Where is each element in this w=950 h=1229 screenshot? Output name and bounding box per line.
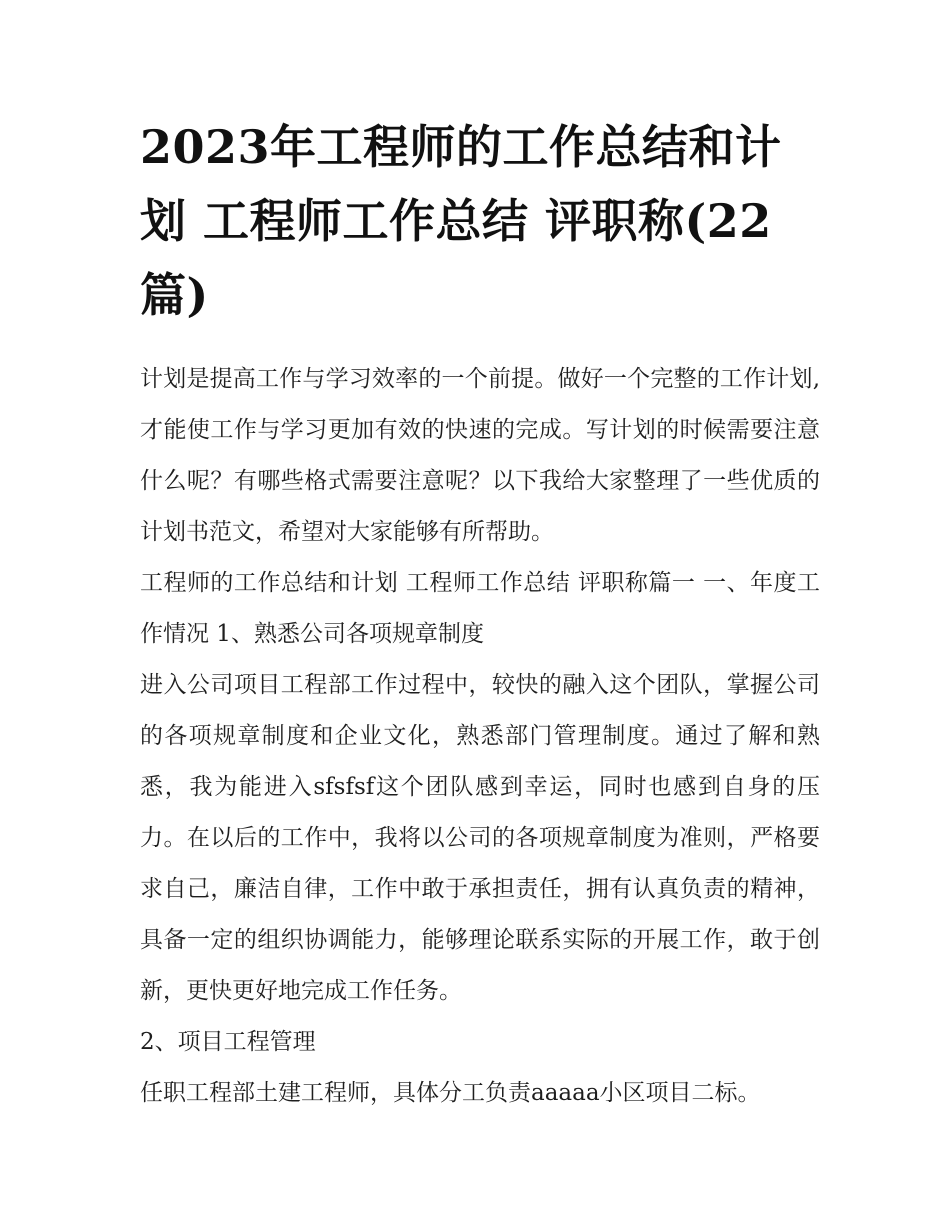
intro-paragraph: 计划是提高工作与学习效率的一个前提。做好一个完整的工作计划,才能使工作与学习更加有效的快速的完成。写计划的时候需要注意什么呢？有哪些格式需要注意呢？以下我给大家整理了一些优质的计划书范文，希望对大家能够有所帮助。 bbox=[140, 366, 820, 545]
document-title: 2023年工程师的工作总结和计划 工程师工作总结 评职称(22篇) bbox=[140, 120, 782, 322]
document-page bbox=[140, 110, 820, 1119]
body-paragraph: 进入公司项目工程部工作过程中，较快的融入这个团队，掌握公司的各项规章制度和企业文化，熟悉部门管理制度。通过了解和熟悉，我为能进入sfsfsf这个团队感到幸运，同时也感到自身的压力。在以后的工作中，我将以公司的各项规章制度为准则，严格要求自己，廉洁自律，工作中敢于承担责任，拥有认真负责的精神，具备一定的组织协调能力，能够理论联系实际的开展工作，敢于创新，更快更好地完成工作任务。 bbox=[140, 672, 820, 1004]
section-heading-paragraph: 工程师的工作总结和计划 工程师工作总结 评职称篇一 一、年度工作情况 1、熟悉公司各项规章制度 bbox=[140, 570, 820, 647]
subsection-heading: 2、项目工程管理 bbox=[140, 1029, 316, 1055]
body-paragraph: 任职工程部土建工程师，具体分工负责aaaaa小区项目二标。 bbox=[140, 1080, 761, 1106]
